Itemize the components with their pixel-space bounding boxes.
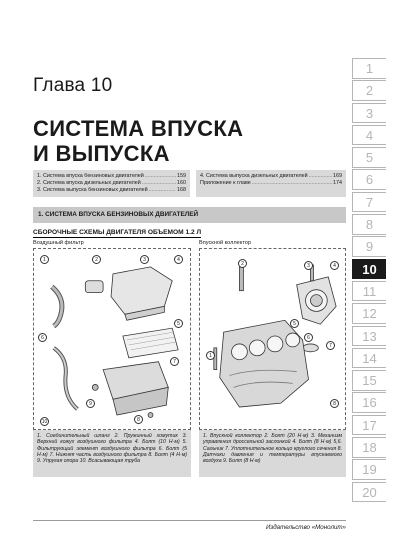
intake-manifold-illustration [200, 249, 345, 429]
chapter-tab-5[interactable]: 5 [352, 147, 386, 168]
publisher-credit: Издательство «Монолит» [265, 524, 346, 531]
chapter-tab-8[interactable]: 8 [352, 214, 386, 235]
callout-marker: 4 [330, 261, 339, 270]
toc-right [196, 170, 346, 197]
callout-marker: 3 [140, 255, 149, 264]
callout-marker: 9 [86, 399, 95, 408]
footer-divider [33, 520, 346, 521]
chapter-tab-10[interactable]: 10 [352, 259, 386, 280]
toc-item[interactable]: 4. Система выпуска дизельных двигателей ..... 169 [200, 173, 342, 180]
callout-marker: 4 [174, 255, 183, 264]
chapter-tab-20[interactable]: 20 [352, 482, 386, 503]
callout-marker: 10 [41, 419, 48, 425]
chapter-label: Глава 10 [33, 75, 113, 96]
callout-marker: 6 [38, 333, 47, 342]
caption-air-filter: 1. Соединительный шланг 2. Пружинный хомутик 3. Верхний кожух воздушного фильтра 4. Болт (10 Н·м) 5. Фильтрующий элемент воздушного фильтра 6. Болт (5 Н·м) 7. Нижняя часть воздушного фильтра 8. Болт (4 Н·м) 9. Упругая опора 10. Всасывающая труба [33, 430, 191, 477]
chapter-tab-3[interactable]: 3 [352, 103, 386, 124]
chapter-tab-12[interactable]: 12 [352, 303, 386, 324]
callout-marker: 2 [238, 259, 247, 268]
title-line-2: И ВЫПУСКА [33, 141, 170, 166]
callout-marker: 2 [92, 255, 101, 264]
chapter-tabs [352, 58, 386, 504]
callout-marker: 5 [174, 319, 183, 328]
air-filter-illustration [34, 249, 190, 429]
chapter-tab-11[interactable]: 11 [352, 281, 386, 302]
section-heading: 1. СИСТЕМА ВПУСКА БЕНЗИНОВЫХ ДВИГАТЕЛЕЙ [33, 207, 346, 223]
chapter-tab-9[interactable]: 9 [352, 236, 386, 257]
callout-marker: 8 [330, 399, 339, 408]
toc-item[interactable]: 1. Система впуска бензиновых двигателей ..... 159 [37, 173, 186, 180]
chapter-tab-6[interactable]: 6 [352, 169, 386, 190]
callout-marker: 7 [170, 357, 179, 366]
chapter-tab-7[interactable]: 7 [352, 192, 386, 213]
chapter-tab-19[interactable]: 19 [352, 459, 386, 480]
callout-marker: 1 [206, 351, 215, 360]
title-line-1: СИСТЕМА ВПУСКА [33, 116, 244, 141]
subsection-heading: СБОРОЧНЫЕ СХЕМЫ ДВИГАТЕЛЯ ОБЪЕМОМ 1.2 Л [33, 229, 202, 236]
figure-label-intake-manifold: Впускной коллектор [199, 240, 251, 246]
toc-item[interactable]: 2. Система впуска дизельных двигателей ..... 160 [37, 180, 186, 187]
chapter-tab-2[interactable]: 2 [352, 80, 386, 101]
callout-marker: 5 [290, 319, 299, 328]
air-filter-diagram [33, 248, 191, 430]
callout-marker: 1 [40, 255, 49, 264]
chapter-tab-1[interactable]: 1 [352, 58, 386, 79]
callout-marker: 6 [304, 333, 313, 342]
intake-manifold-diagram [199, 248, 346, 430]
chapter-tab-15[interactable]: 15 [352, 370, 386, 391]
toc-item[interactable]: Приложение к главе ..... 174 [200, 180, 342, 187]
callout-marker: 3 [304, 261, 313, 270]
chapter-tab-14[interactable]: 14 [352, 348, 386, 369]
chapter-tab-18[interactable]: 18 [352, 437, 386, 458]
chapter-tab-13[interactable]: 13 [352, 326, 386, 347]
toc-item[interactable]: 3. Система выпуска бензиновых двигателей ..... 168 [37, 187, 186, 194]
figure-label-air-filter: Воздушный фильтр [33, 240, 84, 246]
chapter-tab-16[interactable]: 16 [352, 392, 386, 413]
chapter-tab-17[interactable]: 17 [352, 415, 386, 436]
page-title [33, 116, 243, 166]
callout-marker: 8 [134, 415, 143, 424]
toc-left [33, 170, 190, 197]
chapter-tab-4[interactable]: 4 [352, 125, 386, 146]
caption-intake-manifold: 1. Впускной коллектор 2. Болт (20 Н·м) 3. Механизм управления дроссельной заслонкой 4. Болт (8 Н·м) 5,6. Сальник 7. Уплотнительное кольцо круглого сечения 8. Датчики давления и температуры впускаемого воздуха 9. Болт (8 Н·м) [199, 430, 346, 477]
callout-marker: 7 [326, 341, 335, 350]
